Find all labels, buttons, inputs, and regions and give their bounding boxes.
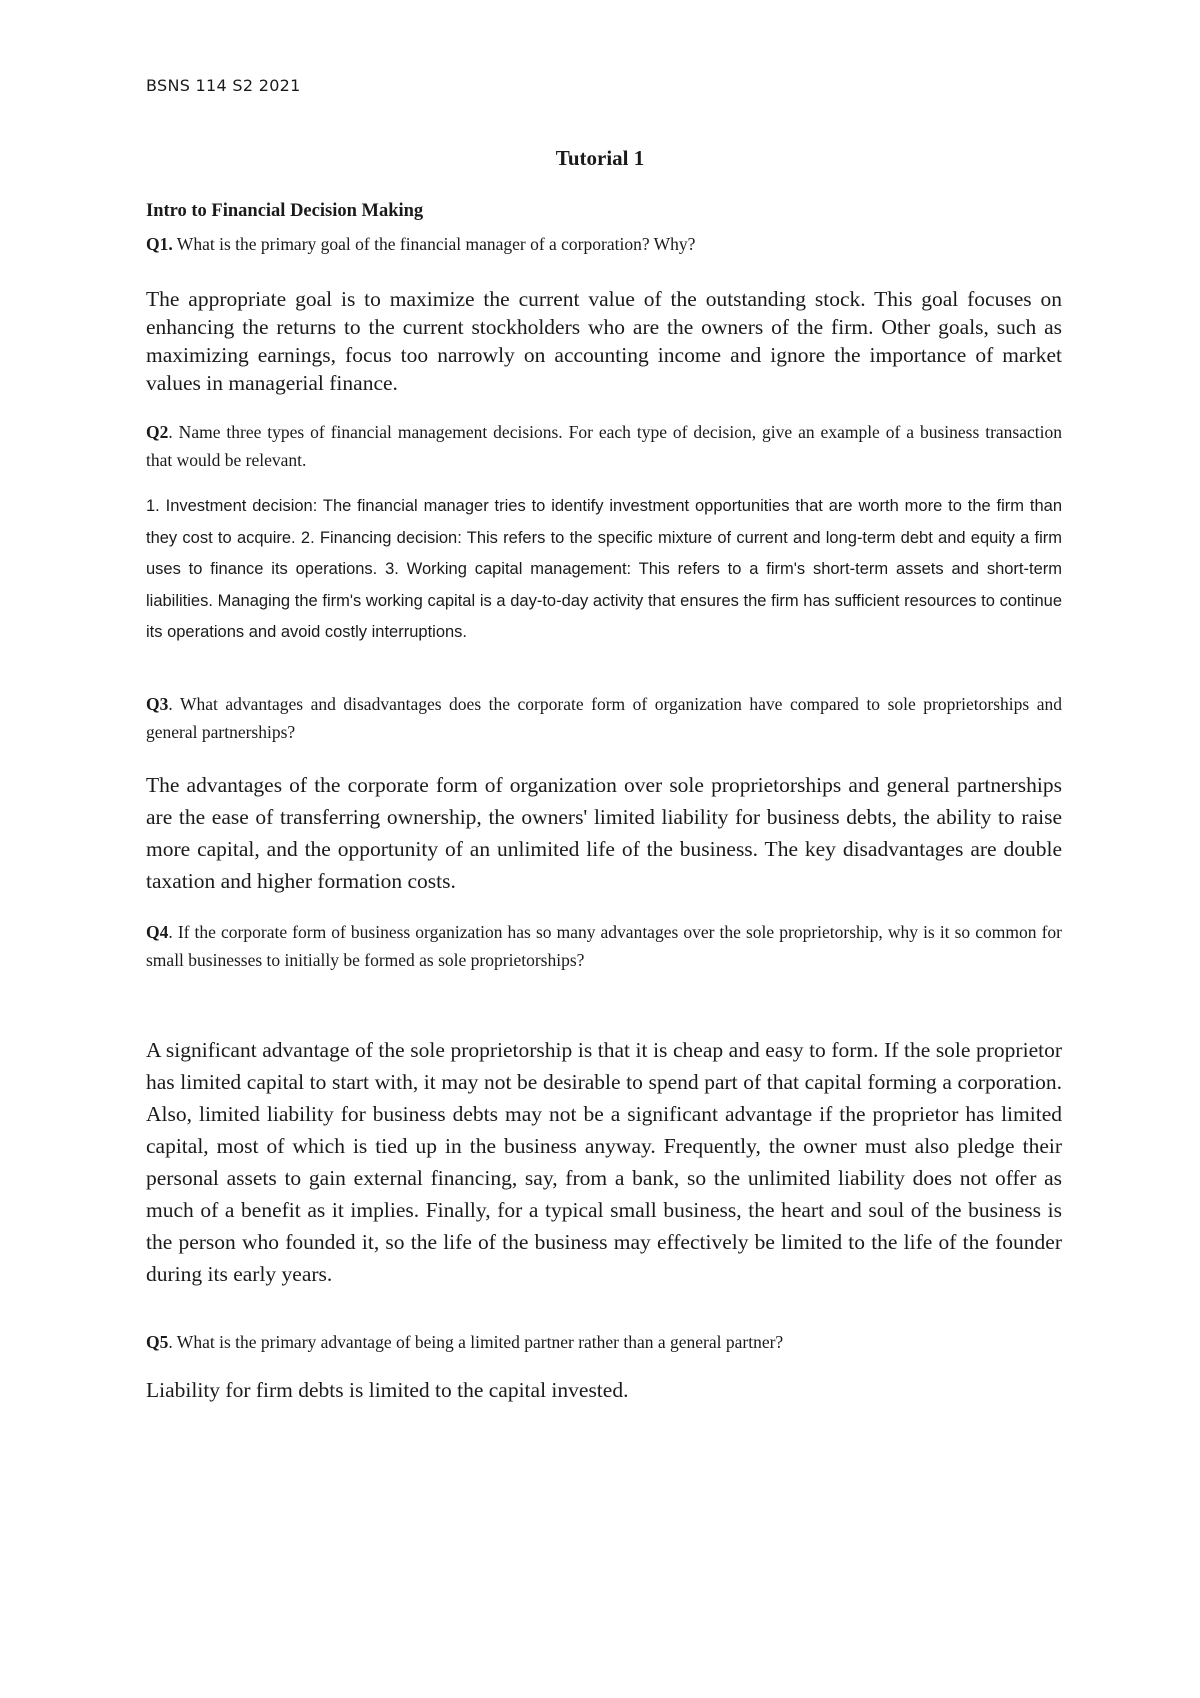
course-header: BSNS 114 S2 2021 [146,76,301,95]
question-1-text: What is the primary goal of the financial manager of a corporation? Why? [172,234,696,254]
answer-3-text: The advantages of the corporate form of organization over sole proprietorships and general partnerships are the ease of transferring ownership, the owners' limited liability for business debts, the ability to raise more capital, and the opportunity of an unlimited life of the business. The key disadvantages are double taxation and higher formation costs. [146,773,1062,893]
question-5-text: . What is the primary advantage of being a limited partner rather than a general partner? [168,1332,784,1352]
answer-4-text: A significant advantage of the sole proprietorship is that it is cheap and easy to form. If the sole proprietor has limited capital to start with, it may not be desirable to spend part of that capital forming a corporation. Also, limited liability for business debts may not be a significant advantage if the proprietor has limited capital, most of which is tied up in the business anyway. Frequently, the owner must also pledge their personal assets to gain external financing, say, from a bank, so the unlimited liability does not offer as much of a benefit as it implies. Finally, for a typical small business, the heart and soul of the business is the person who founded it, so the life of the business may effectively be limited to the life of the founder during its early years. [146,1038,1062,1286]
question-2-label: Q2 [146,422,169,442]
question-3 [146,690,1062,746]
section-subtitle: Intro to Financial Decision Making [146,201,424,221]
answer-1 [146,285,1062,397]
question-2-text: . Name three types of financial management decisions. For each type of decision, give an example of a business transaction that would be relevant. [146,422,1062,470]
question-5-label: Q5 [146,1332,169,1352]
answer-5-text: Liability for firm debts is limited to the capital invested. [146,1378,629,1402]
question-2 [146,418,1062,474]
question-3-text: . What advantages and disadvantages does the corporate form of organization have compared to sole proprietorships and general partnerships? [146,694,1062,742]
answer-2-text: 1. Investment decision: The financial manager tries to identify investment opportunities that are worth more to the firm than they cost to acquire. 2. Financing decision: This refers to the specific mixture of current and long-term debt and equity a firm uses to finance its operations. 3. Working capital management: This refers to a firm's short-term assets and short-term liabilities. Managing the firm's working capital is a day-to-day activity that ensures the firm has sufficient resources to continue its operations and avoid costly interruptions. [146,497,1062,641]
question-4-label: Q4 [146,922,169,942]
answer-1-text: The appropriate goal is to maximize the current value of the outstanding stock. This goal focuses on enhancing the returns to the current stockholders who are the owners of the firm. Other goals, such as maximizing earnings, focus too narrowly on accounting income and ignore the importance of market values in managerial finance. [146,287,1062,395]
answer-3 [146,769,1062,897]
question-3-label: Q3 [146,694,169,714]
answer-5 [146,1376,1062,1404]
question-1-label: Q1. [146,234,173,254]
question-4-text: . If the corporate form of business organization has so many advantages over the sole proprietorship, why is it so common for small businesses to initially be formed as sole proprietorships? [146,922,1062,970]
answer-4 [146,1034,1062,1290]
question-4 [146,918,1062,974]
question-5 [146,1328,1062,1356]
page-title: Tutorial 1 [555,146,645,170]
answer-2 [146,491,1062,649]
question-1 [146,230,1062,258]
